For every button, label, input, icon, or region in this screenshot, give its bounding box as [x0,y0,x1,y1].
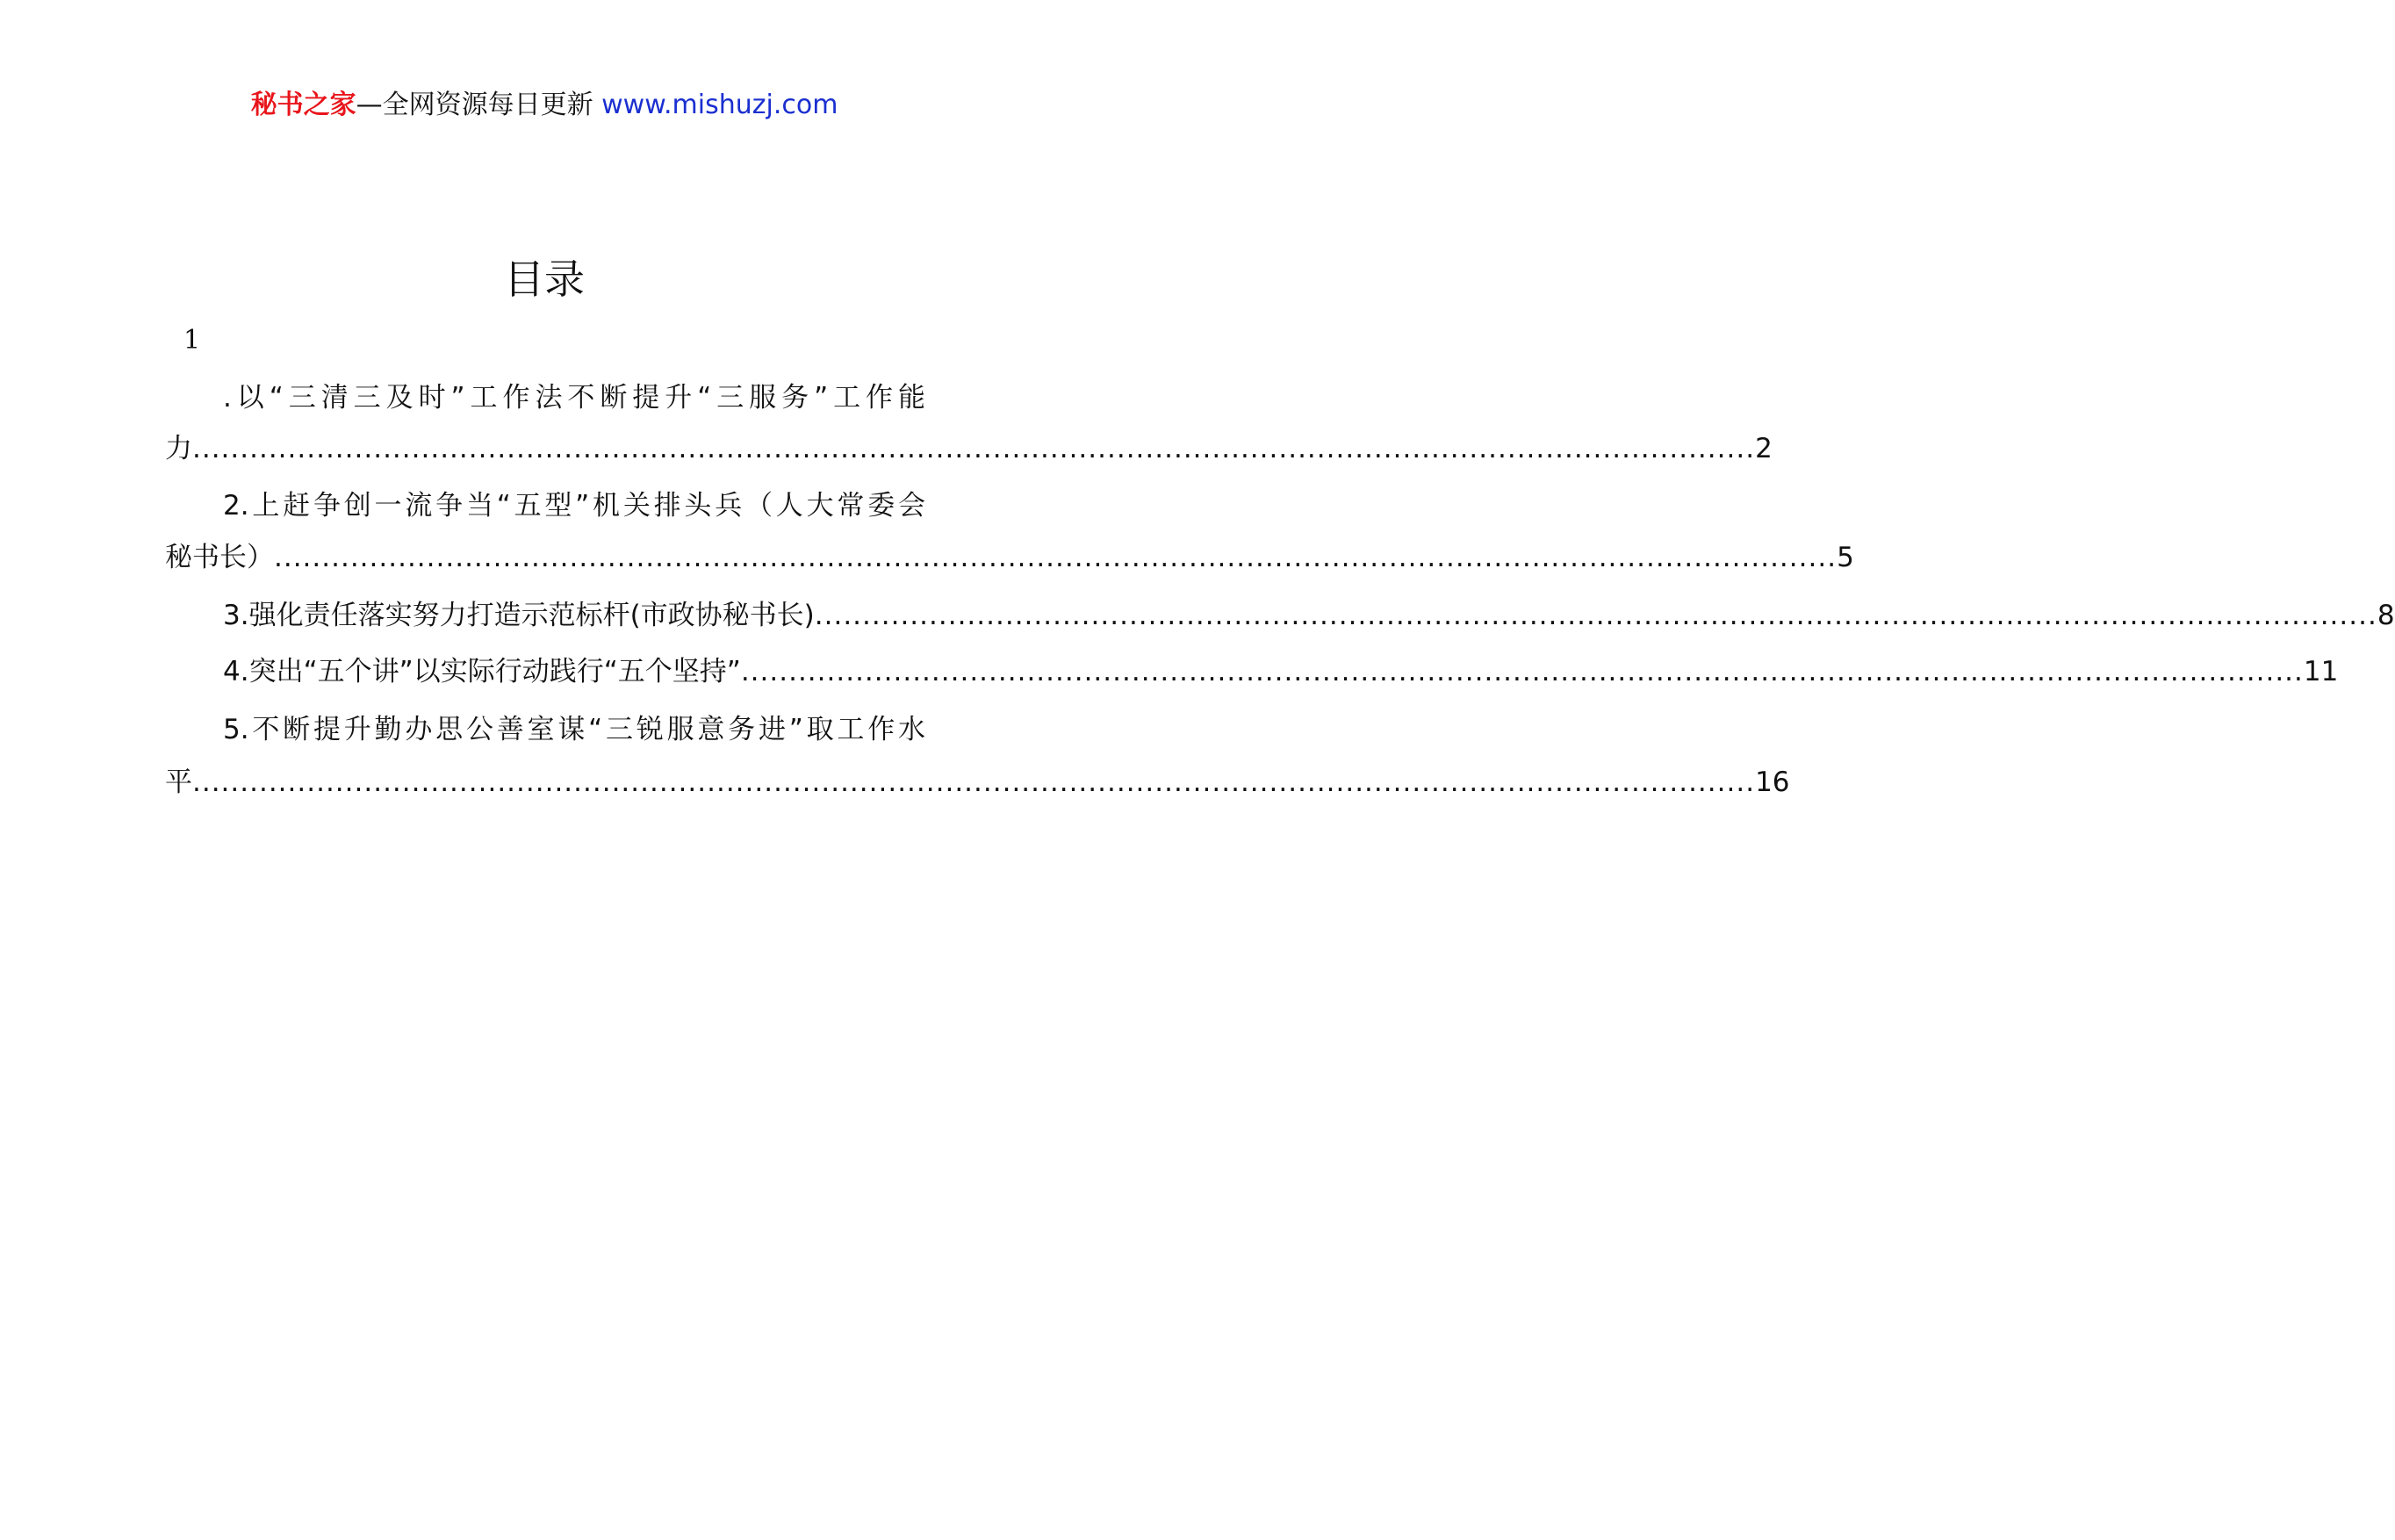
toc-page-number: 2 [1755,433,1773,464]
toc-leader-dots: .................................................................................................................................................................... [274,542,1838,573]
toc-entry-1-line-1[interactable]: .以“三清三及时”工作法不断提升“三服务”工作能 [223,382,925,414]
toc-leader-dots: .................................................................................................................................................................... [192,433,1756,464]
site-header [0,88,1089,123]
toc-leader-dots: .................................................................................................................................................................... [814,600,2377,631]
site-tagline: —全网资源每日更新 [356,90,602,120]
toc-entry-2-line-1[interactable]: 2.上赶争创一流争当“五型”机关排头兵（人大常委会 [223,490,925,522]
toc-leader-dots: .................................................................................................................................................................... [740,656,2304,687]
toc-entry-text: 秘书长） [165,542,274,573]
toc-page-number: 16 [1755,766,1790,798]
toc-entry-2-line-2[interactable] [165,536,1854,579]
toc-entry-1-line-2[interactable] [165,427,1773,471]
toc-entry-3[interactable] [223,594,2395,637]
toc-entry-5-line-1[interactable]: 5.不断提升勤办思公善室谋“三锐服意务进”取工作水 [223,714,925,745]
toc-entry-text: 3.强化责任落实努力打造示范标杆(市政协秘书长) [223,600,815,631]
toc-entry-text: 4.突出“五个讲”以实际行动践行“五个坚持” [223,656,741,687]
toc-entry-text: 平 [165,766,192,798]
toc-page-number: 8 [2377,600,2395,631]
page-title: 目录 [504,255,585,303]
site-brand: 秘书之家 [250,90,356,120]
stray-number: 1 [183,325,201,356]
toc-entry-5-line-2[interactable] [165,760,1790,804]
toc-page-number: 5 [1837,542,1854,573]
toc-leader-dots: .................................................................................................................................................................... [192,766,1756,798]
toc-entry-4[interactable] [223,650,2339,694]
site-url-link[interactable]: www.mishuzj.com [601,90,838,120]
toc-page-number: 11 [2303,656,2339,687]
toc-entry-text: 力 [165,433,192,464]
